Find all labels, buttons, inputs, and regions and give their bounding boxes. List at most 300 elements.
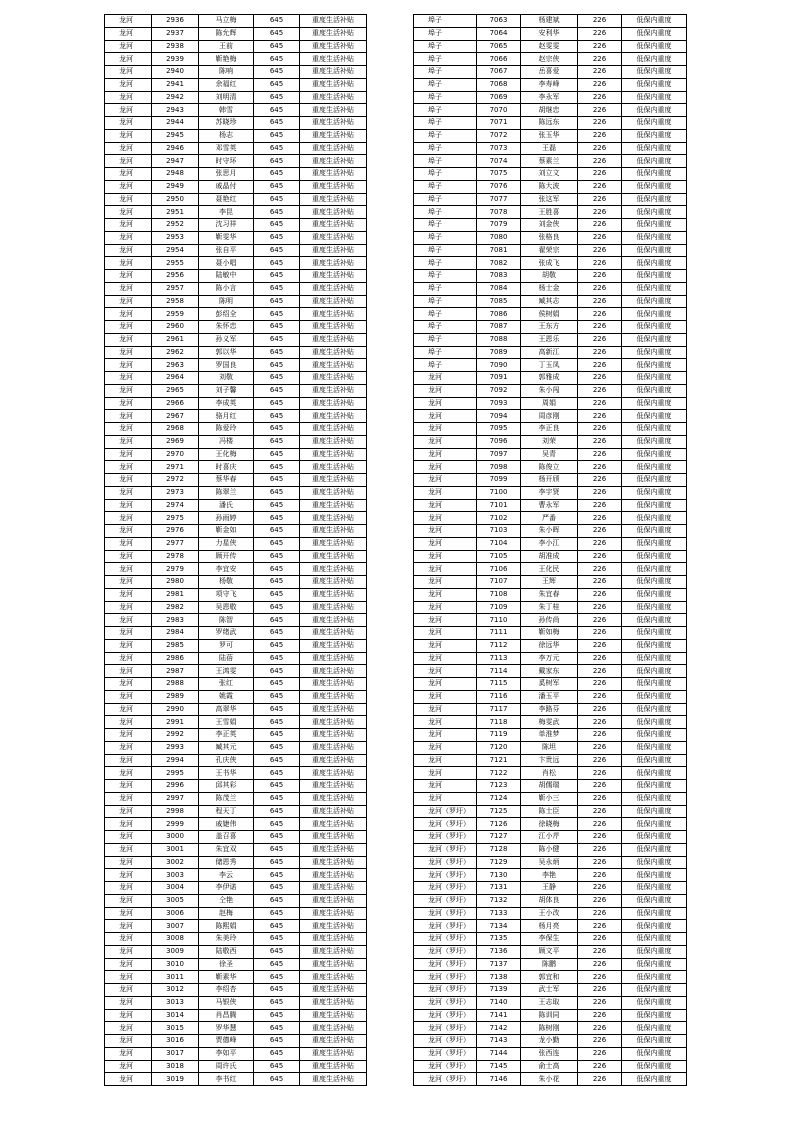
name-cell: 胡准成 — [521, 550, 578, 563]
amount-cell: 645 — [254, 894, 300, 907]
serial-cell: 7143 — [477, 1035, 521, 1048]
table-row — [414, 1073, 687, 1086]
category-cell: 低保内重度 — [622, 219, 687, 232]
amount-cell: 645 — [254, 537, 300, 550]
amount-cell: 645 — [254, 614, 300, 627]
region-cell: 龙河 — [105, 639, 152, 652]
table-row — [105, 461, 367, 474]
category-cell: 低保内重度 — [622, 448, 687, 461]
amount-cell: 645 — [254, 282, 300, 295]
serial-cell: 2990 — [152, 703, 199, 716]
region-cell: 龙河 — [414, 397, 477, 410]
serial-cell: 7116 — [477, 690, 521, 703]
table-row — [105, 91, 367, 104]
serial-cell: 2970 — [152, 448, 199, 461]
region-cell: 埠子 — [414, 66, 477, 79]
serial-cell: 7075 — [477, 168, 521, 181]
table-row — [414, 295, 687, 308]
serial-cell: 3014 — [152, 1009, 199, 1022]
category-cell: 低保内重度 — [622, 1060, 687, 1073]
name-cell: 胡儒瑞 — [521, 780, 578, 793]
category-cell: 低保内重度 — [622, 333, 687, 346]
region-cell: 埠子 — [414, 333, 477, 346]
name-cell: 李宜安 — [199, 563, 254, 576]
serial-cell: 3018 — [152, 1060, 199, 1073]
serial-cell: 7140 — [477, 996, 521, 1009]
region-cell: 龙河 — [105, 104, 152, 117]
table-row — [414, 486, 687, 499]
region-cell: 龙河 — [414, 678, 477, 691]
serial-cell: 2976 — [152, 525, 199, 538]
category-cell: 重度生活补贴 — [300, 474, 367, 487]
serial-cell: 2979 — [152, 563, 199, 576]
amount-cell: 226 — [578, 882, 622, 895]
category-cell: 低保内重度 — [622, 308, 687, 321]
name-cell: 胡体良 — [521, 894, 578, 907]
region-cell: 龙河（罗圩） — [414, 1009, 477, 1022]
table-row — [414, 27, 687, 40]
table-row — [414, 244, 687, 257]
serial-cell: 7133 — [477, 907, 521, 920]
name-cell: 孙传尚 — [521, 614, 578, 627]
region-cell: 龙河 — [105, 945, 152, 958]
region-cell: 龙河 — [414, 652, 477, 665]
amount-cell: 226 — [578, 767, 622, 780]
table-row — [414, 767, 687, 780]
amount-cell: 645 — [254, 690, 300, 703]
region-cell: 龙河 — [105, 40, 152, 53]
name-cell: 陈茂兰 — [199, 792, 254, 805]
category-cell: 重度生活补贴 — [300, 537, 367, 550]
name-cell: 陈翠兰 — [199, 486, 254, 499]
table-row — [414, 805, 687, 818]
table-row — [414, 372, 687, 385]
category-cell: 低保内重度 — [622, 627, 687, 640]
name-cell: 马立梅 — [199, 15, 254, 28]
amount-cell: 645 — [254, 295, 300, 308]
category-cell: 低保内重度 — [622, 461, 687, 474]
amount-cell: 226 — [578, 665, 622, 678]
serial-cell: 2984 — [152, 627, 199, 640]
name-cell: 李昆 — [199, 206, 254, 219]
amount-cell: 645 — [254, 1009, 300, 1022]
table-row — [105, 831, 367, 844]
serial-cell: 7067 — [477, 66, 521, 79]
amount-cell: 226 — [578, 716, 622, 729]
name-cell: 靳艳梅 — [199, 53, 254, 66]
table-row — [414, 856, 687, 869]
region-cell: 龙河（罗圩） — [414, 971, 477, 984]
serial-cell: 2952 — [152, 219, 199, 232]
region-cell: 龙河 — [105, 27, 152, 40]
category-cell: 重度生活补贴 — [300, 882, 367, 895]
table-row — [105, 588, 367, 601]
serial-cell: 2959 — [152, 308, 199, 321]
region-cell: 龙河 — [105, 78, 152, 91]
category-cell: 低保内重度 — [622, 372, 687, 385]
amount-cell: 645 — [254, 805, 300, 818]
table-row — [414, 397, 687, 410]
serial-cell: 7144 — [477, 1047, 521, 1060]
table-row — [105, 1073, 367, 1086]
amount-cell: 226 — [578, 397, 622, 410]
amount-cell: 645 — [254, 193, 300, 206]
category-cell: 重度生活补贴 — [300, 716, 367, 729]
table-row — [105, 741, 367, 754]
name-cell: 刘子馨 — [199, 384, 254, 397]
table-row — [414, 1060, 687, 1073]
name-cell: 龙小勤 — [521, 1035, 578, 1048]
region-cell: 埠子 — [414, 295, 477, 308]
name-cell: 李如平 — [199, 1047, 254, 1060]
amount-cell: 226 — [578, 308, 622, 321]
category-cell: 低保内重度 — [622, 321, 687, 334]
region-cell: 龙河 — [105, 652, 152, 665]
serial-cell: 7076 — [477, 180, 521, 193]
table-row — [414, 525, 687, 538]
name-cell: 俞士高 — [521, 1060, 578, 1073]
name-cell: 郭雅成 — [521, 372, 578, 385]
region-cell: 龙河 — [105, 576, 152, 589]
amount-cell: 226 — [578, 333, 622, 346]
serial-cell: 7063 — [477, 15, 521, 28]
region-cell: 龙河 — [105, 257, 152, 270]
category-cell: 重度生活补贴 — [300, 40, 367, 53]
amount-cell: 226 — [578, 499, 622, 512]
region-cell: 龙河（罗圩） — [414, 1035, 477, 1048]
serial-cell: 2994 — [152, 754, 199, 767]
name-cell: 张红 — [199, 678, 254, 691]
serial-cell: 2975 — [152, 512, 199, 525]
serial-cell: 7126 — [477, 818, 521, 831]
table-row — [105, 1009, 367, 1022]
region-cell: 龙河 — [105, 1060, 152, 1073]
amount-cell: 645 — [254, 486, 300, 499]
amount-cell: 226 — [578, 219, 622, 232]
table-row — [414, 40, 687, 53]
serial-cell: 7117 — [477, 703, 521, 716]
name-cell: 王化梅 — [199, 448, 254, 461]
name-cell: 陈响 — [199, 66, 254, 79]
amount-cell: 226 — [578, 958, 622, 971]
table-row — [414, 971, 687, 984]
serial-cell: 2981 — [152, 588, 199, 601]
table-row — [105, 767, 367, 780]
table-row — [105, 869, 367, 882]
serial-cell: 2969 — [152, 435, 199, 448]
region-cell: 龙河 — [414, 588, 477, 601]
serial-cell: 7092 — [477, 384, 521, 397]
region-cell: 龙河（罗圩） — [414, 843, 477, 856]
name-cell: 杨志 — [199, 129, 254, 142]
name-cell: 靳素华 — [199, 971, 254, 984]
table-row — [414, 831, 687, 844]
amount-cell: 645 — [254, 1060, 300, 1073]
category-cell: 低保内重度 — [622, 435, 687, 448]
region-cell: 龙河 — [105, 716, 152, 729]
name-cell: 戴家东 — [521, 665, 578, 678]
region-cell: 埠子 — [414, 206, 477, 219]
category-cell: 重度生活补贴 — [300, 333, 367, 346]
serial-cell: 7136 — [477, 945, 521, 958]
table-row — [105, 627, 367, 640]
region-cell: 龙河 — [105, 996, 152, 1009]
region-cell: 龙河 — [105, 244, 152, 257]
serial-cell: 7135 — [477, 933, 521, 946]
serial-cell: 7113 — [477, 652, 521, 665]
category-cell: 低保内重度 — [622, 295, 687, 308]
serial-cell: 3001 — [152, 843, 199, 856]
category-cell: 重度生活补贴 — [300, 665, 367, 678]
amount-cell: 645 — [254, 78, 300, 91]
serial-cell: 7123 — [477, 780, 521, 793]
region-cell: 龙河 — [105, 66, 152, 79]
category-cell: 重度生活补贴 — [300, 53, 367, 66]
serial-cell: 7085 — [477, 295, 521, 308]
table-row — [105, 282, 367, 295]
name-cell: 单淮梦 — [521, 729, 578, 742]
table-row — [105, 525, 367, 538]
table-row — [105, 601, 367, 614]
serial-cell: 7100 — [477, 486, 521, 499]
serial-cell: 7138 — [477, 971, 521, 984]
table-row — [105, 435, 367, 448]
serial-cell: 3016 — [152, 1035, 199, 1048]
region-cell: 龙河 — [105, 219, 152, 232]
region-cell: 龙河（罗圩） — [414, 1060, 477, 1073]
table-row — [414, 308, 687, 321]
name-cell: 顾开传 — [199, 550, 254, 563]
category-cell: 低保内重度 — [622, 423, 687, 436]
region-cell: 龙河 — [105, 984, 152, 997]
name-cell: 陈爱玲 — [199, 423, 254, 436]
region-cell: 龙河 — [105, 486, 152, 499]
category-cell: 重度生活补贴 — [300, 499, 367, 512]
category-cell: 重度生活补贴 — [300, 78, 367, 91]
table-row — [105, 805, 367, 818]
category-cell: 重度生活补贴 — [300, 257, 367, 270]
region-cell: 埠子 — [414, 78, 477, 91]
amount-cell: 645 — [254, 321, 300, 334]
table-row — [414, 410, 687, 423]
amount-cell: 645 — [254, 741, 300, 754]
amount-cell: 226 — [578, 53, 622, 66]
right-table — [413, 14, 687, 1086]
name-cell: 靳金如 — [199, 525, 254, 538]
name-cell: 余福红 — [199, 78, 254, 91]
category-cell: 低保内重度 — [622, 53, 687, 66]
name-cell: 杨开颀 — [521, 474, 578, 487]
serial-cell: 2983 — [152, 614, 199, 627]
name-cell: 靳如梅 — [521, 627, 578, 640]
table-row — [105, 27, 367, 40]
name-cell: 徐圣 — [199, 958, 254, 971]
name-cell: 陈小言 — [199, 282, 254, 295]
name-cell: 罗可 — [199, 639, 254, 652]
amount-cell: 226 — [578, 971, 622, 984]
serial-cell: 2966 — [152, 397, 199, 410]
name-cell: 王雪娟 — [199, 716, 254, 729]
name-cell: 彭绍全 — [199, 308, 254, 321]
table-row — [105, 142, 367, 155]
category-cell: 重度生活补贴 — [300, 805, 367, 818]
serial-cell: 7124 — [477, 792, 521, 805]
region-cell: 龙河 — [414, 563, 477, 576]
serial-cell: 7089 — [477, 346, 521, 359]
category-cell: 低保内重度 — [622, 257, 687, 270]
serial-cell: 2949 — [152, 180, 199, 193]
name-cell: 孙雨婷 — [199, 512, 254, 525]
amount-cell: 226 — [578, 550, 622, 563]
region-cell: 龙河 — [414, 754, 477, 767]
category-cell: 重度生活补贴 — [300, 66, 367, 79]
serial-cell: 2980 — [152, 576, 199, 589]
serial-cell: 7142 — [477, 1022, 521, 1035]
name-cell: 王东方 — [521, 321, 578, 334]
name-cell: 李绍杏 — [199, 984, 254, 997]
serial-cell: 7093 — [477, 397, 521, 410]
table-row — [414, 652, 687, 665]
name-cell: 聂小唱 — [199, 257, 254, 270]
name-cell: 周娟 — [521, 397, 578, 410]
category-cell: 低保内重度 — [622, 652, 687, 665]
category-cell: 低保内重度 — [622, 397, 687, 410]
table-row — [414, 627, 687, 640]
table-row — [414, 678, 687, 691]
region-cell: 埠子 — [414, 193, 477, 206]
table-row — [414, 576, 687, 589]
region-cell: 龙河 — [414, 372, 477, 385]
region-cell: 龙河（罗圩） — [414, 882, 477, 895]
name-cell: 张玉华 — [521, 129, 578, 142]
region-cell: 龙河 — [105, 614, 152, 627]
name-cell: 骆月红 — [199, 410, 254, 423]
amount-cell: 645 — [254, 831, 300, 844]
name-cell: 李小江 — [521, 537, 578, 550]
region-cell: 龙河 — [105, 907, 152, 920]
amount-cell: 226 — [578, 27, 622, 40]
category-cell: 重度生活补贴 — [300, 104, 367, 117]
serial-cell: 2940 — [152, 66, 199, 79]
category-cell: 重度生活补贴 — [300, 27, 367, 40]
table-row — [414, 499, 687, 512]
region-cell: 龙河 — [105, 15, 152, 28]
category-cell: 低保内重度 — [622, 550, 687, 563]
name-cell: 陆蓓 — [199, 652, 254, 665]
region-cell: 龙河 — [414, 576, 477, 589]
amount-cell: 645 — [254, 754, 300, 767]
name-cell: 张自平 — [199, 244, 254, 257]
amount-cell: 645 — [254, 474, 300, 487]
name-cell: 王书华 — [199, 767, 254, 780]
region-cell: 龙河（罗圩） — [414, 894, 477, 907]
serial-cell: 2961 — [152, 333, 199, 346]
region-cell: 龙河（罗圩） — [414, 869, 477, 882]
category-cell: 重度生活补贴 — [300, 767, 367, 780]
category-cell: 低保内重度 — [622, 15, 687, 28]
table-row — [414, 104, 687, 117]
serial-cell: 7074 — [477, 155, 521, 168]
category-cell: 低保内重度 — [622, 486, 687, 499]
category-cell: 重度生活补贴 — [300, 295, 367, 308]
region-cell: 龙河（罗圩） — [414, 831, 477, 844]
region-cell: 龙河 — [414, 627, 477, 640]
category-cell: 重度生活补贴 — [300, 461, 367, 474]
name-cell: 周许氏 — [199, 1060, 254, 1073]
table-row — [414, 894, 687, 907]
name-cell: 陈鹏 — [521, 958, 578, 971]
amount-cell: 645 — [254, 142, 300, 155]
table-row — [105, 206, 367, 219]
category-cell: 低保内重度 — [622, 984, 687, 997]
amount-cell: 226 — [578, 359, 622, 372]
table-row — [414, 754, 687, 767]
region-cell: 龙河（罗圩） — [414, 996, 477, 1009]
region-cell: 龙河 — [105, 410, 152, 423]
table-row — [414, 550, 687, 563]
region-cell: 龙河 — [105, 958, 152, 971]
name-cell: 冯楼 — [199, 435, 254, 448]
amount-cell: 645 — [254, 117, 300, 130]
name-cell: 聂艳红 — [199, 193, 254, 206]
category-cell: 低保内重度 — [622, 384, 687, 397]
table-row — [414, 129, 687, 142]
amount-cell: 226 — [578, 295, 622, 308]
category-cell: 重度生活补贴 — [300, 831, 367, 844]
serial-cell: 2942 — [152, 91, 199, 104]
amount-cell: 645 — [254, 15, 300, 28]
region-cell: 龙河（罗圩） — [414, 920, 477, 933]
table-row — [105, 359, 367, 372]
category-cell: 低保内重度 — [622, 474, 687, 487]
table-row — [105, 665, 367, 678]
name-cell: 吴永炳 — [521, 856, 578, 869]
region-cell: 龙河 — [105, 703, 152, 716]
serial-cell: 2972 — [152, 474, 199, 487]
table-row — [414, 1035, 687, 1048]
amount-cell: 645 — [254, 155, 300, 168]
amount-cell: 226 — [578, 576, 622, 589]
amount-cell: 645 — [254, 66, 300, 79]
amount-cell: 645 — [254, 920, 300, 933]
table-row — [105, 563, 367, 576]
serial-cell: 3010 — [152, 958, 199, 971]
serial-cell: 3004 — [152, 882, 199, 895]
category-cell: 重度生活补贴 — [300, 741, 367, 754]
table-row — [414, 117, 687, 130]
serial-cell: 2950 — [152, 193, 199, 206]
region-cell: 埠子 — [414, 219, 477, 232]
serial-cell: 3007 — [152, 920, 199, 933]
name-cell: 赵梅 — [199, 907, 254, 920]
category-cell: 低保内重度 — [622, 1035, 687, 1048]
region-cell: 埠子 — [414, 40, 477, 53]
table-row — [105, 716, 367, 729]
region-cell: 龙河 — [105, 665, 152, 678]
amount-cell: 645 — [254, 627, 300, 640]
region-cell: 龙河 — [105, 308, 152, 321]
table-row — [105, 907, 367, 920]
serial-cell: 7097 — [477, 448, 521, 461]
amount-cell: 226 — [578, 512, 622, 525]
amount-cell: 226 — [578, 1073, 622, 1086]
table-row — [105, 856, 367, 869]
serial-cell: 7081 — [477, 244, 521, 257]
amount-cell: 226 — [578, 168, 622, 181]
region-cell: 龙河 — [414, 780, 477, 793]
table-row — [105, 117, 367, 130]
name-cell: 陈训同 — [521, 1009, 578, 1022]
